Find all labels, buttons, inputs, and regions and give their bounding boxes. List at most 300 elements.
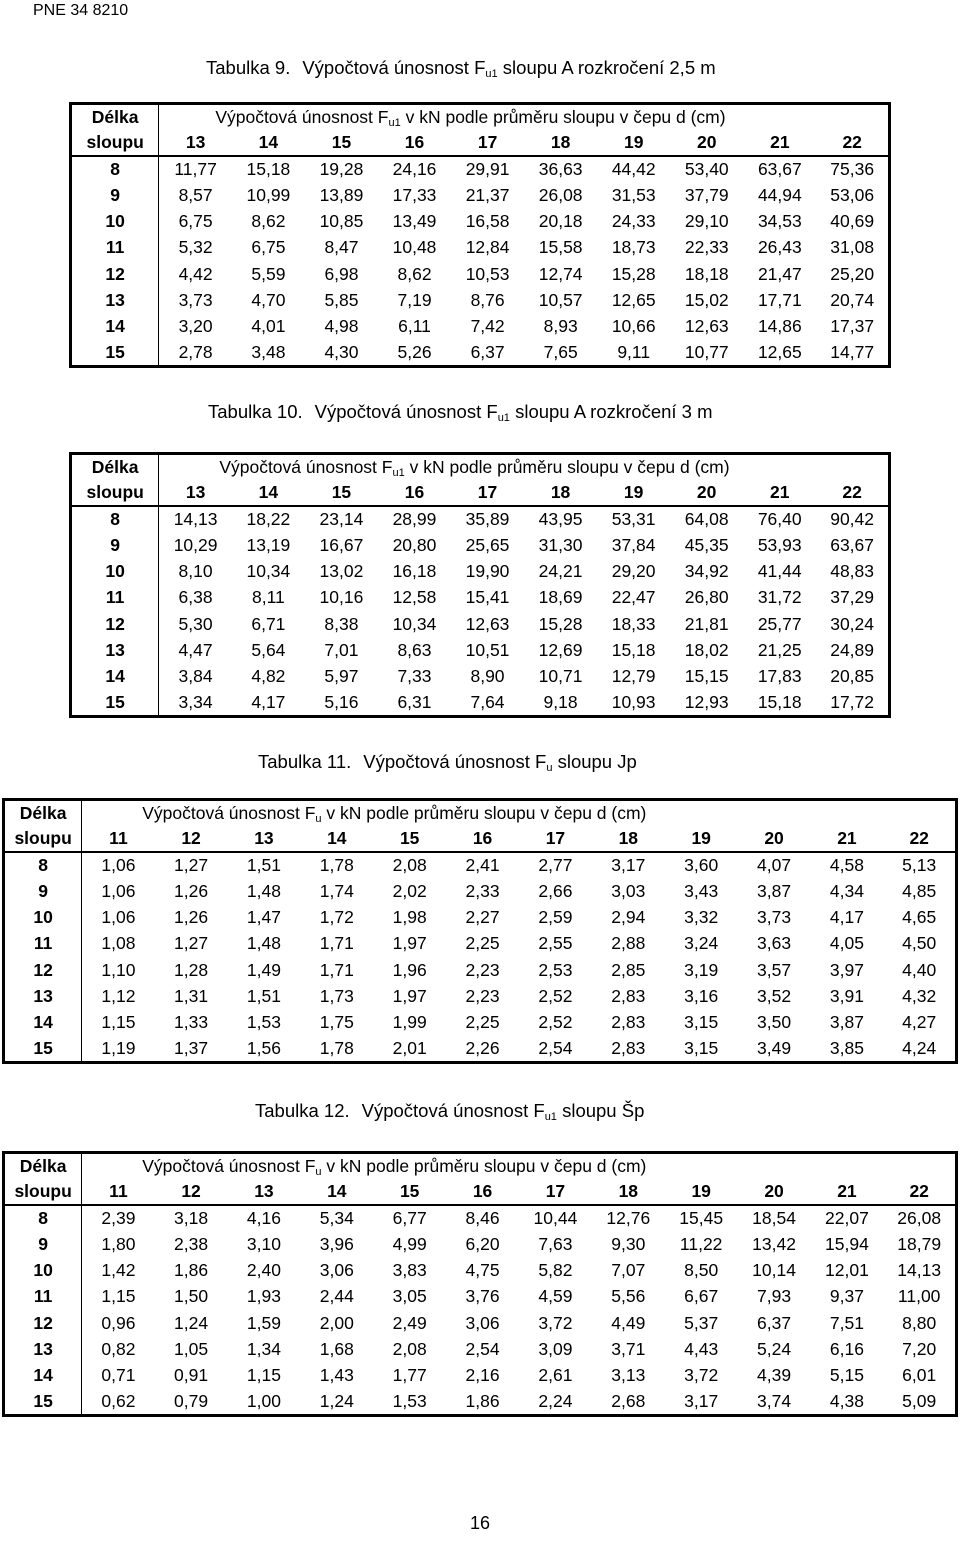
table-cell: 1,86 bbox=[174, 1260, 209, 1281]
row-label-header-2: sloupu bbox=[4, 826, 82, 852]
table-cell: 15,18 bbox=[232, 156, 305, 182]
table-cell: 2,61 bbox=[538, 1365, 573, 1386]
table-cell: 26,43 bbox=[757, 237, 802, 258]
table-cell: 4,42 bbox=[178, 263, 213, 284]
table-cell: 1,75 bbox=[319, 1012, 354, 1033]
table-cell: 3,50 bbox=[757, 1012, 792, 1033]
table-cell: 21,25 bbox=[757, 639, 802, 660]
table-cell: 8,93 bbox=[543, 316, 578, 337]
row-length-label: 15 bbox=[4, 1389, 82, 1415]
table-cell: 12,69 bbox=[538, 639, 583, 660]
row-length-label: 14 bbox=[4, 1010, 82, 1036]
table-cell: 12,63 bbox=[465, 613, 510, 634]
caption-rest: sloupu Jp bbox=[557, 751, 637, 772]
table-cell: 4,85 bbox=[902, 880, 937, 901]
table-cell: 53,31 bbox=[597, 506, 670, 532]
table-cell: 1,80 bbox=[101, 1233, 136, 1254]
header-row-columns bbox=[71, 130, 890, 156]
table-cell: 29,20 bbox=[611, 561, 656, 582]
column-header: 15 bbox=[331, 481, 352, 502]
table-cell: 25,20 bbox=[830, 263, 875, 284]
table-cell: 15,28 bbox=[538, 613, 583, 634]
column-header: 14 bbox=[327, 827, 347, 848]
column-header: 20 bbox=[696, 481, 717, 502]
row-length-label: 15 bbox=[71, 340, 159, 366]
table-cell: 15,41 bbox=[465, 587, 510, 608]
row-length-label: 10 bbox=[4, 905, 82, 931]
row-length-label: 12 bbox=[4, 957, 82, 983]
capacity-table-10 bbox=[69, 452, 891, 718]
column-header: 21 bbox=[837, 827, 857, 848]
table-cell: 3,96 bbox=[319, 1233, 354, 1254]
column-header: 19 bbox=[623, 481, 644, 502]
table-cell: 90,42 bbox=[816, 506, 889, 532]
table-cell: 6,75 bbox=[178, 211, 213, 232]
row-length-label: 10 bbox=[71, 209, 159, 235]
table-cell: 9,18 bbox=[543, 691, 578, 712]
table-cell: 20,80 bbox=[392, 534, 437, 555]
column-header: 15 bbox=[399, 1180, 420, 1201]
table-cell: 76,40 bbox=[743, 506, 816, 532]
table-cell: 0,96 bbox=[101, 1312, 136, 1333]
row-label-header: Délka bbox=[4, 800, 82, 826]
table-cell: 3,34 bbox=[178, 691, 213, 712]
table-cell: 37,84 bbox=[611, 534, 656, 555]
table-cell: 11,77 bbox=[159, 156, 232, 182]
table-cell: 15,18 bbox=[611, 639, 656, 660]
header-row-columns bbox=[4, 826, 957, 852]
table-cell: 5,16 bbox=[324, 691, 359, 712]
row-length-label: 11 bbox=[4, 931, 82, 957]
table-cell: 5,24 bbox=[757, 1338, 792, 1359]
table-cell: 2,78 bbox=[178, 341, 213, 362]
table-cell: 10,99 bbox=[246, 184, 291, 205]
table-cell: 2,49 bbox=[392, 1312, 427, 1333]
table-cell: 1,97 bbox=[392, 933, 427, 954]
row-label-header-2: sloupu bbox=[4, 1179, 82, 1205]
table-cell: 1,48 bbox=[246, 933, 281, 954]
table-cell: 22,07 bbox=[810, 1205, 883, 1231]
caption-label: Tabulka 12. bbox=[255, 1100, 350, 1121]
table-cell: 6,20 bbox=[465, 1233, 500, 1254]
table-cell: 3,87 bbox=[757, 880, 792, 901]
table-caption-10 bbox=[208, 401, 713, 423]
table-cell: 63,67 bbox=[830, 534, 875, 555]
column-header: 13 bbox=[254, 1180, 274, 1201]
caption-label: Tabulka 10. bbox=[208, 401, 303, 422]
table-cell: 2,54 bbox=[465, 1338, 500, 1359]
table-cell: 3,06 bbox=[319, 1260, 354, 1281]
column-header: 14 bbox=[258, 481, 279, 502]
table-cell: 20,18 bbox=[538, 211, 583, 232]
caption-rest: sloupu A rozkročení 2,5 m bbox=[502, 57, 716, 78]
table-cell: 1,73 bbox=[319, 985, 354, 1006]
table-cell: 2,59 bbox=[538, 907, 573, 928]
table-row bbox=[71, 664, 890, 690]
table-cell: 5,56 bbox=[611, 1286, 646, 1307]
table-cell: 4,07 bbox=[738, 852, 811, 878]
column-header: 21 bbox=[769, 481, 790, 502]
column-group-title bbox=[82, 1153, 957, 1179]
column-header: 11 bbox=[109, 827, 128, 848]
table-cell: 1,96 bbox=[392, 959, 427, 980]
table-cell: 1,27 bbox=[174, 933, 209, 954]
table-cell: 0,79 bbox=[174, 1390, 209, 1411]
header-row-title bbox=[4, 800, 957, 826]
table-row bbox=[4, 1363, 957, 1389]
title-subscript: u bbox=[315, 812, 322, 825]
table-row bbox=[4, 1010, 957, 1036]
table-cell: 1,71 bbox=[319, 959, 354, 980]
caption-title: Výpočtová únosnost F bbox=[302, 57, 486, 78]
table-cell: 4,59 bbox=[538, 1286, 573, 1307]
table-cell: 7,64 bbox=[470, 691, 505, 712]
table-cell: 31,30 bbox=[538, 534, 583, 555]
column-header: 17 bbox=[477, 481, 498, 502]
page-number: 16 bbox=[469, 1513, 491, 1533]
row-length-label: 11 bbox=[71, 235, 159, 261]
column-header: 16 bbox=[404, 131, 425, 152]
table-cell: 4,05 bbox=[829, 933, 864, 954]
table-row bbox=[4, 905, 957, 931]
column-header: 22 bbox=[842, 131, 862, 152]
table-cell: 2,52 bbox=[538, 985, 573, 1006]
column-header: 13 bbox=[185, 481, 206, 502]
table-cell: 5,32 bbox=[178, 237, 213, 258]
table-cell: 34,53 bbox=[757, 211, 802, 232]
table-cell: 6,71 bbox=[251, 613, 286, 634]
table-cell: 4,75 bbox=[465, 1260, 500, 1281]
table-cell: 3,09 bbox=[538, 1338, 573, 1359]
table-cell: 2,01 bbox=[392, 1037, 427, 1058]
table-cell: 3,73 bbox=[757, 907, 792, 928]
row-length-label: 11 bbox=[4, 1284, 82, 1310]
table-cell: 4,34 bbox=[829, 880, 864, 901]
table-cell: 3,63 bbox=[757, 933, 792, 954]
table-cell: 2,88 bbox=[611, 933, 646, 954]
table-cell: 15,45 bbox=[665, 1205, 738, 1231]
table-cell: 2,16 bbox=[465, 1365, 500, 1386]
table-cell: 8,57 bbox=[178, 184, 213, 205]
table-cell: 14,13 bbox=[159, 506, 232, 532]
column-header: 12 bbox=[181, 827, 201, 848]
table-cell: 6,31 bbox=[397, 691, 432, 712]
table-cell: 1,56 bbox=[246, 1037, 281, 1058]
table-cell: 1,10 bbox=[101, 959, 136, 980]
table-cell: 0,82 bbox=[101, 1338, 136, 1359]
table-cell: 1,37 bbox=[174, 1037, 209, 1058]
table-cell: 3,32 bbox=[684, 907, 719, 928]
table-cell: 5,37 bbox=[684, 1312, 719, 1333]
table-row bbox=[71, 690, 890, 716]
table-cell: 1,50 bbox=[174, 1286, 209, 1307]
table-cell: 5,82 bbox=[538, 1260, 573, 1281]
table-cell: 1,12 bbox=[101, 985, 136, 1006]
table-cell: 18,79 bbox=[897, 1233, 942, 1254]
table-cell: 6,77 bbox=[373, 1205, 446, 1231]
table-cell: 2,44 bbox=[319, 1286, 354, 1307]
table-cell: 18,33 bbox=[611, 613, 656, 634]
table-cell: 2,25 bbox=[465, 933, 500, 954]
table-row bbox=[4, 1231, 957, 1257]
table-cell: 10,93 bbox=[611, 691, 656, 712]
table-cell: 3,72 bbox=[538, 1312, 573, 1333]
table-row bbox=[71, 506, 890, 532]
table-cell: 5,59 bbox=[251, 263, 286, 284]
table-cell: 3,72 bbox=[684, 1365, 719, 1386]
table-cell: 4,65 bbox=[902, 907, 937, 928]
table-cell: 75,36 bbox=[816, 156, 889, 182]
table-cell: 2,23 bbox=[465, 959, 500, 980]
column-header: 22 bbox=[909, 1180, 929, 1201]
table-cell: 8,80 bbox=[902, 1312, 937, 1333]
table-cell: 12,58 bbox=[392, 587, 437, 608]
table-cell: 2,41 bbox=[446, 852, 519, 878]
table-cell: 44,94 bbox=[757, 184, 802, 205]
table-cell: 5,09 bbox=[902, 1390, 937, 1411]
table-cell: 8,50 bbox=[684, 1260, 719, 1281]
row-length-label: 13 bbox=[71, 638, 159, 664]
row-length-label: 8 bbox=[71, 506, 159, 532]
table-cell: 2,83 bbox=[611, 1012, 646, 1033]
column-header: 13 bbox=[254, 827, 274, 848]
table-cell: 3,19 bbox=[684, 959, 719, 980]
table-row bbox=[4, 984, 957, 1010]
row-length-label: 9 bbox=[4, 1231, 82, 1257]
row-length-label: 9 bbox=[71, 532, 159, 558]
table-cell: 8,63 bbox=[397, 639, 432, 660]
table-cell: 6,67 bbox=[684, 1286, 719, 1307]
table-cell: 3,84 bbox=[178, 666, 213, 687]
column-header: 18 bbox=[550, 481, 571, 502]
table-cell: 2,27 bbox=[465, 907, 500, 928]
column-header: 15 bbox=[331, 131, 352, 152]
title-rest: v kN podle průměru sloupu v čepu d (cm) bbox=[409, 456, 730, 477]
table-cell: 10,51 bbox=[465, 639, 510, 660]
table-cell: 29,10 bbox=[684, 211, 729, 232]
caption-rest: sloupu A rozkročení 3 m bbox=[515, 401, 713, 422]
row-length-label: 14 bbox=[4, 1363, 82, 1389]
row-length-label: 13 bbox=[4, 1337, 82, 1363]
column-group-title bbox=[82, 800, 957, 826]
table-cell: 2,94 bbox=[611, 907, 646, 928]
table-cell: 1,49 bbox=[246, 959, 281, 980]
row-label-header: Délka bbox=[71, 104, 159, 130]
table-cell: 6,37 bbox=[470, 341, 505, 362]
table-cell: 3,74 bbox=[757, 1390, 792, 1411]
table-cell: 18,73 bbox=[611, 237, 656, 258]
table-cell: 1,53 bbox=[246, 1012, 281, 1033]
table-cell: 10,66 bbox=[611, 316, 656, 337]
table-cell: 5,30 bbox=[178, 613, 213, 634]
table-cell: 1,51 bbox=[246, 985, 281, 1006]
table-cell: 2,77 bbox=[519, 852, 592, 878]
table-cell: 1,59 bbox=[246, 1312, 281, 1333]
column-header: 20 bbox=[764, 1180, 784, 1201]
table-cell: 1,74 bbox=[319, 880, 354, 901]
table-cell: 1,42 bbox=[101, 1260, 136, 1281]
table-cell: 15,15 bbox=[684, 666, 729, 687]
table-cell: 2,33 bbox=[465, 880, 500, 901]
table-cell: 1,26 bbox=[174, 907, 209, 928]
table-cell: 4,47 bbox=[178, 639, 213, 660]
table-cell: 31,53 bbox=[611, 184, 656, 205]
table-cell: 34,92 bbox=[684, 561, 729, 582]
column-header: 15 bbox=[399, 827, 420, 848]
column-header: 16 bbox=[472, 827, 493, 848]
table-cell: 18,69 bbox=[538, 587, 583, 608]
table-cell: 21,81 bbox=[684, 613, 729, 634]
table-row bbox=[4, 878, 957, 904]
table-cell: 8,62 bbox=[397, 263, 432, 284]
table-cell: 9,30 bbox=[611, 1233, 646, 1254]
table-cell: 2,83 bbox=[611, 985, 646, 1006]
column-header: 17 bbox=[545, 1180, 566, 1201]
row-length-label: 15 bbox=[71, 690, 159, 716]
title-rest: v kN podle průměru sloupu v čepu d (cm) bbox=[326, 802, 647, 823]
table-cell: 12,76 bbox=[592, 1205, 665, 1231]
table-cell: 5,26 bbox=[397, 341, 432, 362]
table-cell: 53,40 bbox=[670, 156, 743, 182]
table-cell: 2,08 bbox=[373, 852, 446, 878]
table-cell: 3,71 bbox=[611, 1338, 646, 1359]
table-cell: 2,23 bbox=[465, 985, 500, 1006]
caption-label: Tabulka 11. bbox=[258, 751, 352, 772]
table-cell: 2,00 bbox=[319, 1312, 354, 1333]
column-header: 18 bbox=[618, 827, 639, 848]
table-cell: 4,82 bbox=[251, 666, 286, 687]
table-cell: 17,37 bbox=[830, 316, 875, 337]
table-cell: 7,33 bbox=[397, 666, 432, 687]
table-cell: 3,16 bbox=[684, 985, 719, 1006]
title-text: Výpočtová únosnost F bbox=[142, 802, 316, 823]
capacity-table-12 bbox=[2, 1151, 958, 1417]
table-cell: 15,18 bbox=[757, 691, 802, 712]
column-header: 17 bbox=[545, 827, 566, 848]
title-subscript: u bbox=[315, 1165, 322, 1178]
table-cell: 24,33 bbox=[611, 211, 656, 232]
table-cell: 8,38 bbox=[324, 613, 359, 634]
table-cell: 3,15 bbox=[684, 1037, 719, 1058]
capacity-table-11 bbox=[2, 798, 958, 1064]
table-cell: 1,15 bbox=[246, 1365, 281, 1386]
table-cell: 13,19 bbox=[246, 534, 291, 555]
table-cell: 4,49 bbox=[611, 1312, 646, 1333]
table-cell: 2,25 bbox=[465, 1012, 500, 1033]
column-header: 18 bbox=[618, 1180, 639, 1201]
header-row-title bbox=[71, 104, 890, 130]
table-cell: 1,77 bbox=[392, 1365, 427, 1386]
table-cell: 10,29 bbox=[173, 534, 218, 555]
table-cell: 7,63 bbox=[538, 1233, 573, 1254]
table-cell: 37,29 bbox=[830, 587, 875, 608]
table-cell: 2,66 bbox=[538, 880, 573, 901]
table-cell: 3,43 bbox=[684, 880, 719, 901]
table-cell: 5,34 bbox=[300, 1205, 373, 1231]
table-cell: 1,43 bbox=[319, 1365, 354, 1386]
title-text: Výpočtová únosnost F bbox=[219, 456, 393, 477]
table-cell: 6,11 bbox=[398, 316, 431, 337]
table-cell: 3,48 bbox=[251, 341, 286, 362]
table-cell: 63,67 bbox=[743, 156, 816, 182]
table-cell: 3,05 bbox=[392, 1286, 427, 1307]
table-row bbox=[71, 182, 890, 208]
row-length-label: 14 bbox=[71, 314, 159, 340]
table-cell: 31,72 bbox=[757, 587, 802, 608]
row-length-label: 8 bbox=[71, 156, 159, 182]
table-cell: 1,15 bbox=[101, 1286, 136, 1307]
table-cell: 6,38 bbox=[178, 587, 213, 608]
table-cell: 10,57 bbox=[538, 289, 583, 310]
table-cell: 3,24 bbox=[684, 933, 719, 954]
document-code: PNE 34 8210 bbox=[33, 2, 129, 19]
header-row-title bbox=[4, 1153, 957, 1179]
row-length-label: 15 bbox=[4, 1036, 82, 1062]
title-text: Výpočtová únosnost F bbox=[215, 106, 389, 127]
table-cell: 2,85 bbox=[611, 959, 646, 980]
table-cell: 48,83 bbox=[830, 561, 875, 582]
table-cell: 4,39 bbox=[757, 1365, 792, 1386]
column-header: 17 bbox=[477, 131, 498, 152]
table-cell: 19,28 bbox=[305, 156, 378, 182]
table-cell: 7,07 bbox=[611, 1260, 646, 1281]
caption-title: Výpočtová únosnost F bbox=[363, 751, 547, 772]
table-cell: 15,58 bbox=[538, 237, 583, 258]
table-cell: 14,86 bbox=[757, 316, 802, 337]
table-cell: 7,20 bbox=[902, 1338, 937, 1359]
table-row bbox=[4, 1389, 957, 1415]
table-cell: 1,51 bbox=[227, 852, 300, 878]
table-cell: 1,31 bbox=[174, 985, 209, 1006]
table-row bbox=[71, 156, 890, 182]
table-row bbox=[71, 288, 890, 314]
table-cell: 2,40 bbox=[246, 1260, 281, 1281]
table-row bbox=[71, 532, 890, 558]
table-cell: 14,77 bbox=[830, 341, 875, 362]
table-cell: 3,91 bbox=[829, 985, 864, 1006]
table-cell: 8,90 bbox=[470, 666, 505, 687]
table-cell: 25,77 bbox=[757, 613, 802, 634]
column-header: 19 bbox=[691, 1180, 711, 1201]
caption-label: Tabulka 9. bbox=[206, 57, 291, 78]
table-cell: 3,06 bbox=[465, 1312, 500, 1333]
table-cell: 1,98 bbox=[392, 907, 427, 928]
table-cell: 1,99 bbox=[392, 1012, 427, 1033]
header-row-columns bbox=[71, 480, 890, 506]
table-cell: 8,11 bbox=[252, 587, 285, 608]
table-cell: 1,34 bbox=[246, 1338, 281, 1359]
table-cell: 1,05 bbox=[174, 1338, 209, 1359]
row-length-label: 8 bbox=[4, 852, 82, 878]
table-cell: 3,10 bbox=[246, 1233, 281, 1254]
table-cell: 2,38 bbox=[174, 1233, 209, 1254]
table-cell: 2,02 bbox=[392, 880, 427, 901]
table-cell: 4,38 bbox=[829, 1390, 864, 1411]
table-cell: 36,63 bbox=[524, 156, 597, 182]
table-cell: 18,02 bbox=[684, 639, 729, 660]
column-header: 21 bbox=[837, 1180, 857, 1201]
table-cell: 2,39 bbox=[82, 1205, 155, 1231]
table-cell: 1,97 bbox=[392, 985, 427, 1006]
table-cell: 4,17 bbox=[829, 907, 864, 928]
table-cell: 1,00 bbox=[246, 1390, 281, 1411]
table-row bbox=[71, 314, 890, 340]
table-cell: 17,71 bbox=[757, 289, 802, 310]
table-cell: 3,52 bbox=[757, 985, 792, 1006]
table-cell: 1,48 bbox=[246, 880, 281, 901]
column-header: 16 bbox=[404, 481, 425, 502]
row-length-label: 14 bbox=[71, 664, 159, 690]
